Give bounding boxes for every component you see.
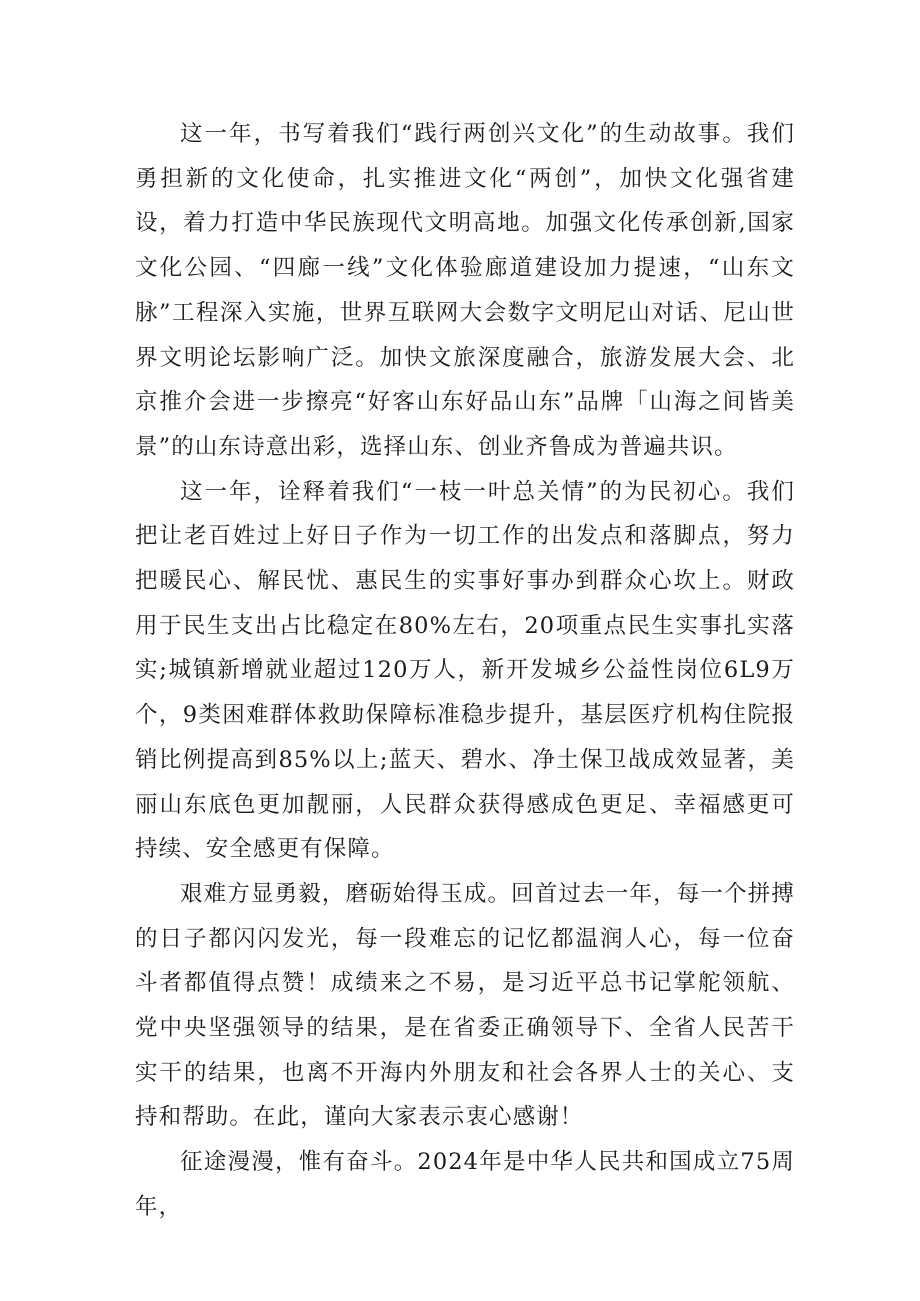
paragraph-culture: 这一年，书写着我们“践行两创兴文化”的生动故事。我们勇担新的文化使命，扎实推进文化“两创”，加快文化强省建设，着力打造中华民族现代文明高地。加强文化传承创新,国家文化公园、“四廊一线”文化体验廊道建设加力提速，“山东文脉”工程深入实施，世界互联网大会数字文明尼山对话、尼山世界文明论坛影响广泛。加快文旅深度融合，旅游发展大会、北京推介会进一步擦亮“好客山东好品山东”品牌「山海之间皆美景”的山东诗意出彩，选择山东、创业齐鲁成为普遍共识。 [135, 121, 795, 460]
paragraph-livelihood: 这一年，诠释着我们“一枝一叶总关情”的为民初心。我们把让老百姓过上好日子作为一切工作的出发点和落脚点，努力把暖民心、解民忧、惠民生的实事好事办到群众心坎上。财政用于民生支出占比稳定在80%左右，20项重点民生实事扎实落实;城镇新增就业超过120万人，新开发城乡公益性岗位6L9万个，9类困难群体救助保障标准稳步提升，基层医疗机构住院报销比例提高到85%以上;蓝天、碧水、净土保卫战成效显著，美丽山东底色更加靓丽，人民群众获得感成色更足、幸福感更可持续、安全感更有保障。 [135, 478, 795, 863]
document-body [135, 112, 795, 1230]
paragraph-outlook: 征途漫漫，惟有奋斗。2024年是中华人民共和国成立75周年， [135, 1149, 795, 1220]
paragraph-gratitude: 艰难方显勇毅，磨砺始得玉成。回首过去一年，每一个拼搏的日子都闪闪发光，每一段难忘的记忆都温润人心，每一位奋斗者都值得点赞！成绩来之不易，是习近平总书记掌舵领航、党中央坚强领导的结果，是在省委正确领导下、全省人民苦干实干的结果，也离不开海内外朋友和社会各界人士的关心、支持和帮助。在此，谨向大家表示衷心感谢！ [135, 880, 795, 1131]
